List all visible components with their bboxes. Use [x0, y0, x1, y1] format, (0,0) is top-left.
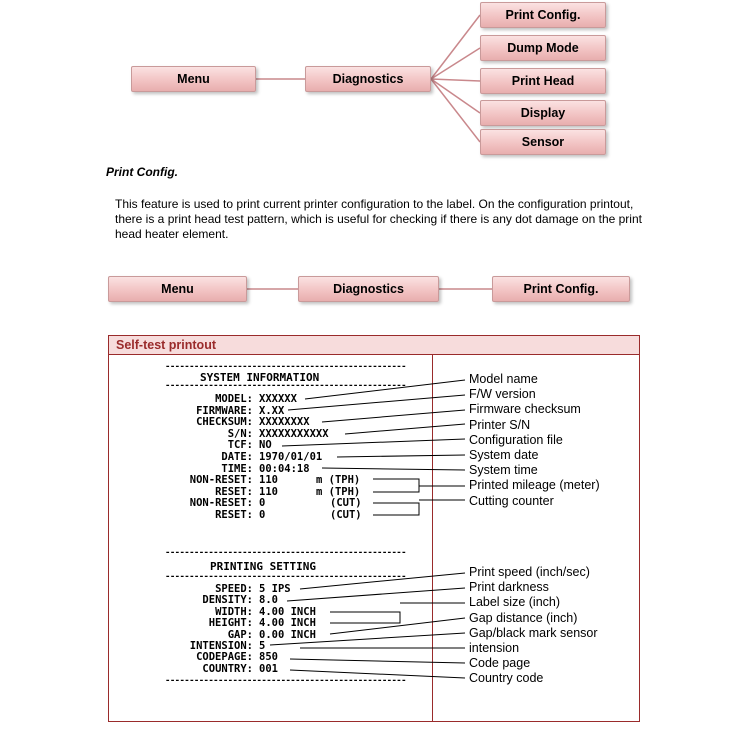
printout-label: WIDTH: — [215, 605, 253, 618]
printout-value: 5 — [259, 640, 266, 652]
printout-label: NON-RESET: — [189, 497, 253, 510]
printout-unit: m (TPH) — [316, 474, 361, 487]
printout-value: 0 — [259, 497, 266, 510]
printout-value: 850 — [259, 651, 278, 664]
printout-label: HEIGHT: — [208, 617, 253, 630]
printout-value: 1970/01/01 — [259, 451, 323, 463]
printout-value: XXXXXXXXXXX — [259, 427, 329, 440]
path-diagnostics-button[interactable]: Diagnostics — [298, 276, 439, 302]
printout-value: X.XX — [259, 404, 285, 417]
printout-label: DATE: — [221, 451, 253, 463]
printout-label: FIRMWARE: — [196, 404, 253, 417]
field-description: Firmware checksum — [469, 402, 581, 417]
field-description: Cutting counter — [469, 493, 554, 508]
dump-mode-option[interactable]: Dump Mode — [480, 35, 606, 61]
printout-value: 0 — [259, 509, 266, 521]
printout-value: 4.00 INCH — [259, 605, 316, 618]
printout-label: S/N: — [227, 427, 253, 440]
printout-label: RESET: — [215, 509, 253, 521]
printout-unit: (CUT) — [330, 497, 362, 510]
printout-value: XXXXXXXX — [259, 416, 310, 429]
printout-label: TIME: — [221, 462, 253, 475]
field-description: System date — [469, 448, 539, 462]
diagnostics-button[interactable]: Diagnostics — [305, 66, 431, 92]
printout-label: GAP: — [227, 628, 253, 641]
printout-label: SPEED: — [215, 583, 253, 595]
print-head-option[interactable]: Print Head — [480, 68, 606, 94]
field-description: Gap distance (inch) — [469, 610, 578, 625]
path-menu-button[interactable]: Menu — [108, 276, 247, 302]
section-description: This feature is used to print current printer configuration to the label. On the configuration printout, there is a print head test pattern, which is useful for checking if there is any dot damage on the print head heater element. — [115, 197, 642, 241]
print-config-option[interactable]: Print Config. — [480, 2, 606, 28]
field-description: Print darkness — [469, 580, 549, 595]
printout-value: 001 — [259, 662, 278, 675]
display-option[interactable]: Display — [480, 100, 606, 126]
menu-button[interactable]: Menu — [131, 66, 256, 92]
field-description: Country code — [469, 671, 544, 686]
printout-label: RESET: — [215, 485, 253, 498]
printout-unit: m (TPH) — [316, 485, 361, 498]
printout-label: COUNTRY: — [202, 662, 253, 675]
field-description: Gap/black mark sensor — [469, 625, 598, 640]
field-description: System time — [469, 463, 538, 478]
field-description: Code page — [469, 656, 531, 671]
field-description: intension — [469, 641, 520, 655]
field-description: Print speed (inch/sec) — [469, 565, 590, 579]
field-description: Printed mileage (meter) — [469, 478, 600, 493]
field-description: Printer S/N — [469, 417, 531, 432]
field-description: Configuration file — [469, 432, 563, 447]
dash-rule: -------------------------------------------------- — [165, 362, 406, 372]
printout-label: CHECKSUM: — [196, 416, 253, 429]
section-heading: Print Config. — [106, 165, 178, 179]
printout-value: NO — [259, 439, 272, 452]
dash-rule: -------------------------------------------------- — [165, 381, 406, 391]
field-description: Model name — [469, 372, 538, 386]
dash-rule: -------------------------------------------------- — [165, 572, 406, 582]
printout-value: 110 — [259, 474, 278, 487]
printout-value: 4.00 INCH — [259, 617, 316, 630]
printout-value: 0.00 INCH — [259, 628, 316, 641]
printout-value: 110 — [259, 485, 278, 498]
sensor-option[interactable]: Sensor — [480, 129, 606, 155]
printing-setting-header: PRINTING SETTING — [210, 560, 316, 573]
printout-unit: (CUT) — [330, 509, 362, 521]
printout-label: DENSITY: — [202, 594, 253, 607]
system-info-header: SYSTEM INFORMATION — [200, 371, 320, 384]
printout-label: NON-RESET: — [189, 474, 253, 487]
field-description: Label size (inch) — [469, 595, 561, 610]
printout-label: INTENSION: — [189, 640, 253, 652]
field-description: F/W version — [469, 387, 536, 402]
printout-label: CODEPAGE: — [196, 651, 253, 664]
printout-value: 8.0 — [259, 594, 278, 607]
printout-label: MODEL: — [215, 393, 253, 405]
dash-rule: -------------------------------------------------- — [165, 676, 406, 686]
printout-label: TCF: — [227, 439, 253, 452]
dash-rule: -------------------------------------------------- — [165, 548, 406, 558]
selftest-title: Self-test printout — [116, 338, 216, 352]
printout-value: 5 IPS — [259, 583, 291, 595]
printout-value: 00:04:18 — [259, 462, 310, 475]
printout-value: XXXXXX — [259, 393, 297, 405]
path-print-config-button[interactable]: Print Config. — [492, 276, 630, 302]
